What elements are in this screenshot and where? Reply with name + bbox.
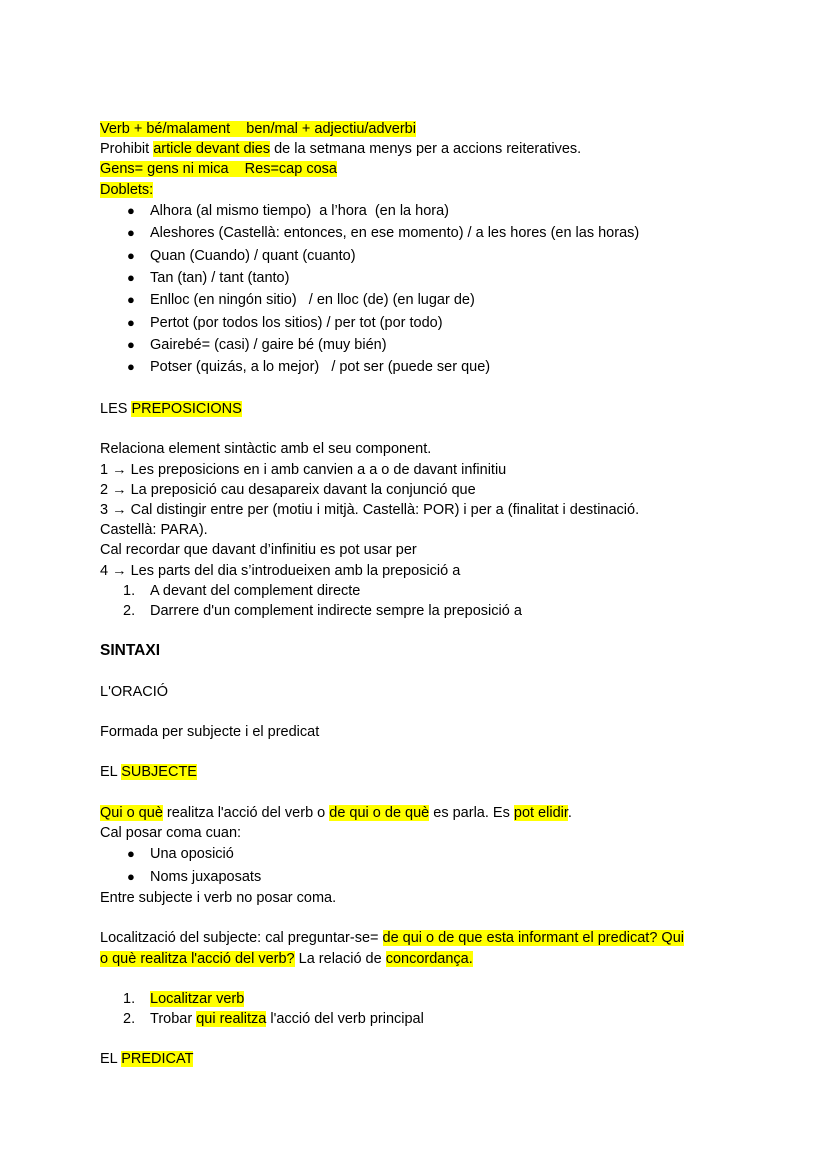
- list-item: ● Tan (tan) / tant (tanto): [100, 267, 740, 289]
- bullet-icon: ●: [127, 337, 135, 353]
- list-item: 1. A devant del complement directe: [123, 582, 361, 599]
- predicat-heading: EL PREDICAT: [100, 1051, 194, 1068]
- list-item: ● Quan (Cuando) / quant (cuanto): [100, 245, 740, 267]
- prep-line-5: Castellà: PARA).: [100, 522, 208, 539]
- prep-line-1: Relaciona element sintàctic amb el seu component.: [100, 441, 432, 458]
- list-item: 2. Trobar qui realitza l'acció del verb principal: [123, 1011, 424, 1028]
- doblets-list: [100, 200, 740, 379]
- entre-line: Entre subjecte i verb no posar coma.: [100, 889, 337, 906]
- steps-list: [100, 989, 740, 1029]
- bullet-icon: ●: [127, 359, 135, 375]
- prep-line-4: 3 → Cal distingir entre per (motiu i mitjà. Castellà: POR) i per a (finalitat i destinació.: [100, 502, 640, 518]
- gens-line: Gens= gens ni mica Res=cap cosa: [100, 161, 337, 178]
- preposicions-heading: LES PREPOSICIONS: [100, 401, 242, 418]
- bullet-icon: ●: [127, 846, 135, 862]
- prep-line-7: 4 → Les parts del dia s’introdueixen amb la preposició a: [100, 562, 461, 579]
- prep-line-6: Cal recordar que davant d’infinitiu es pot usar per: [100, 542, 417, 559]
- list-item: ● Una oposició: [100, 843, 740, 865]
- subjecte-heading: EL SUBJECTE: [100, 764, 197, 781]
- list-item: ● Pertot (por todos los sitios) / per tot (por todo): [100, 312, 740, 334]
- list-item: ● Noms juxaposats: [100, 866, 740, 888]
- list-item: ● Alhora (al mismo tiempo) a l’hora (en la hora): [100, 200, 740, 222]
- doblets-heading: Doblets:: [100, 181, 154, 198]
- bullet-icon: ●: [127, 314, 135, 330]
- list-item: 2. Darrere d'un complement indirecte sempre la preposició a: [123, 602, 522, 619]
- bullet-icon: ●: [127, 202, 135, 218]
- document-page: [100, 119, 740, 1070]
- localitzacio-line-2: o què realitza l'acció del verb? La relació de concordança.: [100, 950, 473, 967]
- oracio-heading: L'ORACIÓ: [100, 683, 169, 700]
- localitzacio-line-1: Localització del subjecte: cal preguntar-se= de qui o de que esta informant el predicat? Qui: [100, 930, 684, 947]
- formada-line: Formada per subjecte i el predicat: [100, 724, 320, 741]
- sintaxi-title: SINTAXI: [100, 642, 160, 660]
- prep-line-3: 2 → La preposició cau desapareix davant la conjunció que: [100, 481, 476, 498]
- bullet-icon: ●: [127, 868, 135, 884]
- prep-line-2: 1 → Les preposicions en i amb canvien a a o de davant infinitiu: [100, 461, 507, 478]
- preposicions-list: [100, 581, 740, 621]
- prohibit-line: Prohibit article devant dies de la setmana menys per a accions reiteratives.: [100, 141, 582, 158]
- list-item: ● Gairebé= (casi) / gaire bé (muy bién): [100, 334, 740, 356]
- bullet-icon: ●: [127, 292, 135, 308]
- coma-line: Cal posar coma cuan:: [100, 825, 242, 841]
- bullet-icon: ●: [127, 269, 135, 285]
- qui-line: Qui o què realitza l'acció del verb o de qui o de què es parla. Es pot elidir.: [100, 804, 572, 821]
- bullet-icon: ●: [127, 225, 135, 241]
- list-item: ● Enlloc (en ningón sitio) / en lloc (de) (en lugar de): [100, 289, 740, 311]
- list-item: ● Aleshores (Castellà: entonces, en ese momento) / a les hores (en las horas): [100, 222, 740, 244]
- bullet-icon: ●: [127, 247, 135, 263]
- verb-be-line: Verb + bé/malament ben/mal + adjectiu/adverbi: [100, 121, 416, 137]
- list-item: 1. Localitzar verb: [123, 990, 245, 1007]
- list-item: ● Potser (quizás, a lo mejor) / pot ser (puede ser que): [100, 356, 740, 378]
- coma-list: [100, 843, 740, 888]
